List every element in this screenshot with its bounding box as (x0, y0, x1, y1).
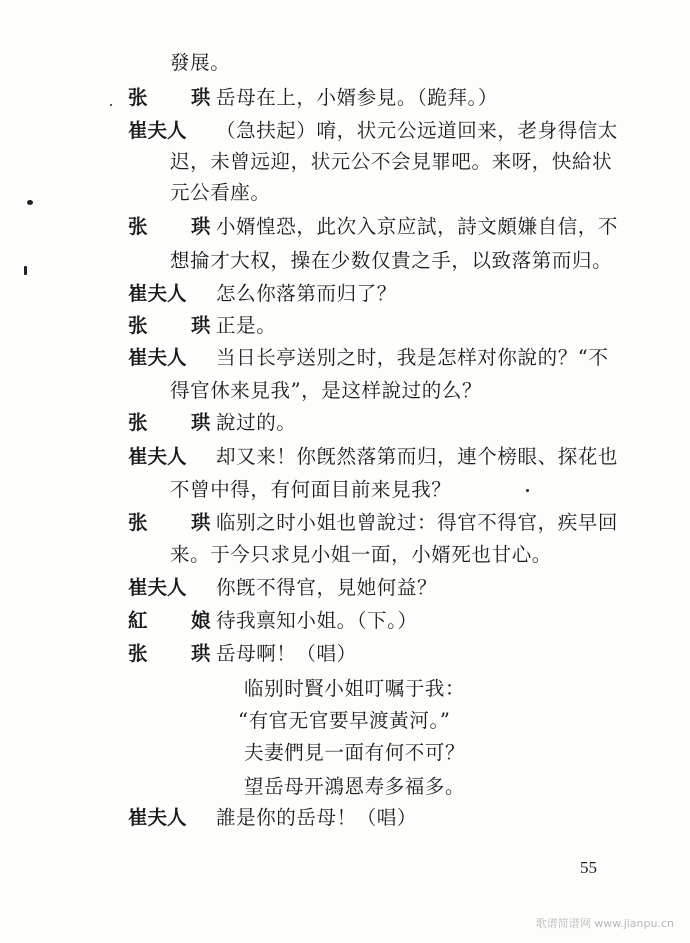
text-line: 不曾中得，有何面目前来見我？ (170, 478, 452, 501)
text-line: 發展。 (170, 51, 231, 74)
speaker-name: 崔夫人 (128, 806, 187, 829)
speaker-name: 崔夫人 (128, 119, 187, 142)
text-line: 得官休来見我”，是这样說过的么？ (170, 379, 483, 402)
watermark: 歌谱简谱网 www.jianpu.cn (535, 917, 674, 930)
speaker-name: 崔夫人 (128, 576, 187, 599)
page-number: 55 (580, 858, 597, 877)
dialog-line: 当日长亭送別之时，我是怎样对你說的？“不 (216, 346, 609, 369)
speaker-name: 张 珙 (128, 86, 223, 109)
song-line: 临别时賢小姐叮嘱于我： (244, 677, 466, 700)
scan-speck (110, 104, 112, 106)
dialog-line: 岳母在上，小婿参見。（跪拜。） (216, 86, 499, 109)
text-line: 元公看座。 (170, 181, 271, 204)
dialog-line: 岳母啊！（唱） (216, 642, 357, 665)
text-line: 来。于今只求見小姐一面，小婿死也甘心。 (170, 543, 552, 566)
speaker-name: 张 珙 (128, 411, 223, 434)
dialog-line: 却又来！你旣然落第而归，連个榜眼、探花也 (216, 445, 619, 468)
dialog-line: 你旣不得官，見她何益？ (216, 576, 438, 599)
song-line: “有官无官要早渡黃河。” (238, 709, 451, 732)
dialog-line: 小婿惶恐，此次入京应試，詩文頗嫌自信，不 (216, 215, 619, 238)
dialog-line: （急扶起）唷，状元公远道回来，老身得信太 (216, 119, 619, 142)
speaker-name: 崔夫人 (128, 445, 187, 468)
dialog-line: 临别之时小姐也曾說过：得官不得官，疾早回 (216, 511, 619, 534)
song-line: 望岳母开鴻恩寿多福多。 (244, 775, 466, 798)
speaker-name: 张 珙 (128, 511, 223, 534)
text-line: 想掄才大权，操在少数仅貴之手，以致落第而归。 (170, 249, 613, 272)
song-line: 夫妻們見一面有何不可？ (244, 741, 466, 764)
dialog-line: 說过的。 (216, 411, 297, 434)
speaker-name: 崔夫人 (128, 346, 187, 369)
scan-speck (27, 200, 33, 205)
speaker-name: 张 珙 (128, 314, 223, 337)
text-line: 迟，未曾远迎，状元公不会見罪吧。来呀，快給状 (170, 150, 613, 173)
speaker-name: 张 珙 (128, 215, 223, 238)
scan-speck (24, 266, 27, 275)
speaker-name: 张 珙 (128, 642, 223, 665)
dialog-line: 待我禀知小姐。（下。） (216, 609, 418, 632)
dialog-line: 誰是你的岳母！（唱） (216, 806, 418, 829)
dialog-line: 正是。 (216, 314, 277, 337)
speaker-name: 紅 娘 (128, 609, 223, 632)
scan-speck (526, 489, 529, 492)
speaker-name: 崔夫人 (128, 282, 187, 305)
dialog-line: 怎么你落第而归了？ (216, 282, 397, 305)
